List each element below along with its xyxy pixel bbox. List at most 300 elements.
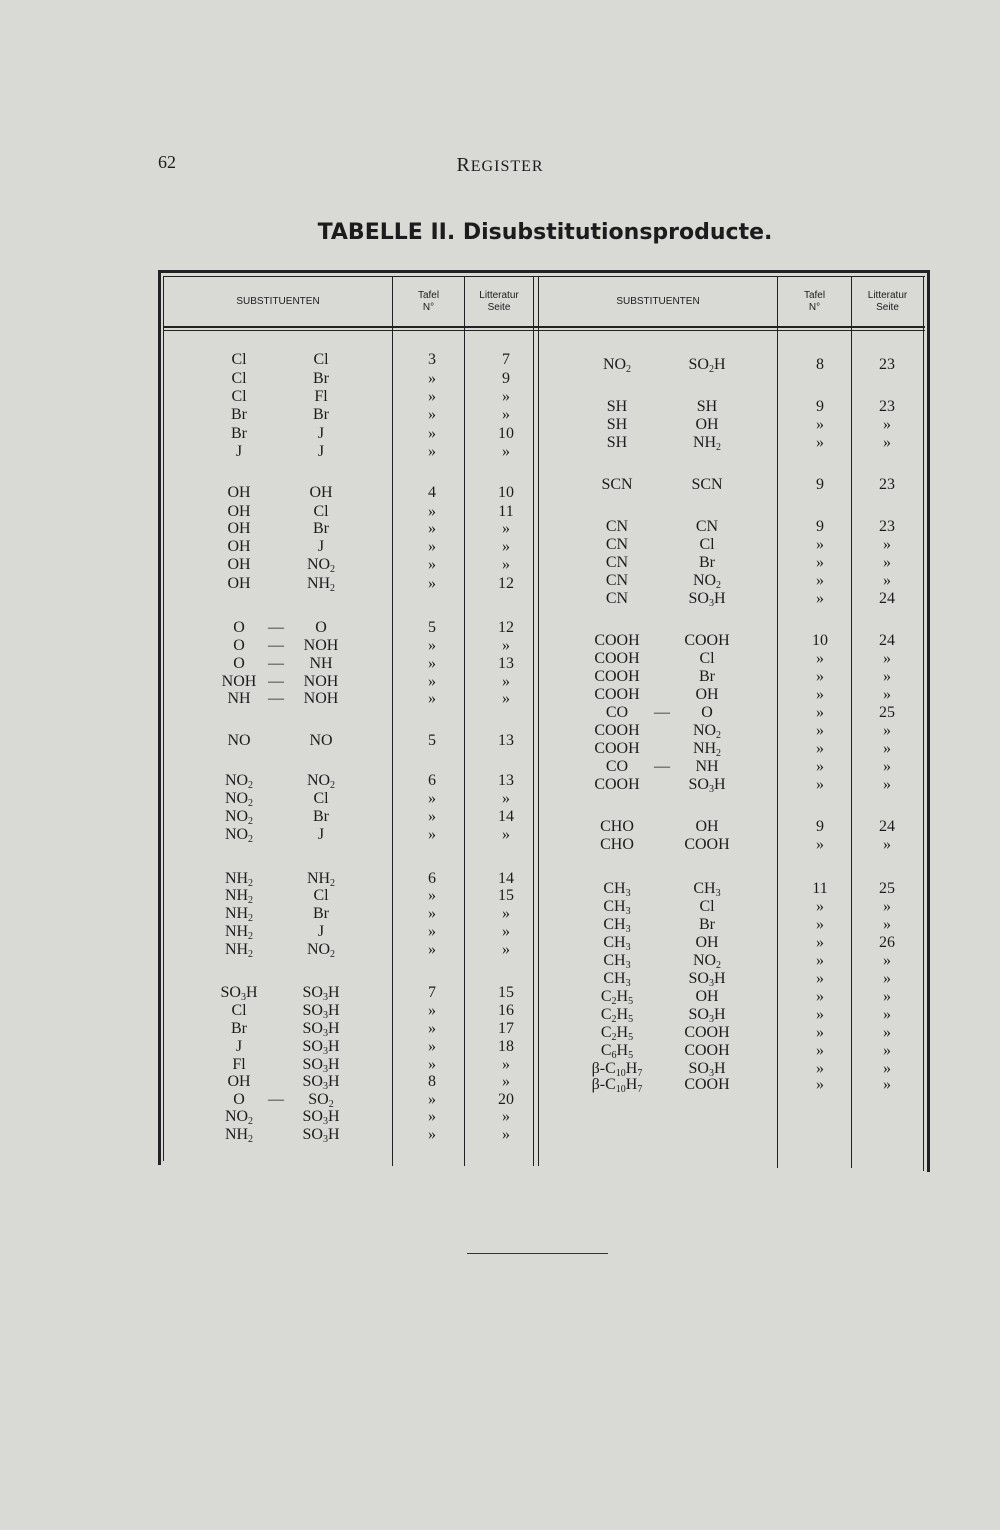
left-subst-b-cell: Cl (313, 351, 329, 368)
left-subst-a-cell: $NH_2$ (224, 887, 254, 906)
outer-right-rule (927, 270, 930, 1172)
left-subst-a-cell: OH (227, 538, 251, 555)
left-subst-b-cell: OH (309, 484, 333, 501)
left-seite-cell: » (502, 1126, 510, 1143)
left-seite-cell: » (502, 1056, 510, 1073)
right-subst-a-cell: CHO (600, 836, 634, 853)
left-seite-cell: 13 (498, 772, 514, 789)
left-subst-b-cell: J (317, 923, 325, 940)
right-subst-a-cell: COOH (594, 632, 640, 649)
left-tafel-cell: » (428, 887, 436, 904)
left-seite-cell: 12 (498, 575, 514, 592)
left-subst-b-cell: J (317, 826, 325, 843)
left-subst-a-cell: Cl (231, 370, 247, 387)
left-tafel-cell: » (428, 575, 436, 592)
left-subst-b-cell: $SO_2$ (308, 1091, 334, 1110)
seite-label: Seite (876, 302, 899, 313)
outer-left-rule-inner (163, 276, 164, 1161)
right-tafel-cell: » (816, 536, 824, 553)
right-subst-b-cell: $NH_2$ (692, 740, 722, 759)
right-seite-cell: » (883, 1076, 891, 1093)
left-subst-a-cell: $NH_2$ (224, 870, 254, 889)
left-subst-a-cell: O (233, 655, 245, 672)
left-subst-b-cell: $SO_3H$ (302, 1073, 340, 1092)
right-subst-a-cell: $CH_3$ (603, 934, 631, 953)
right-subst-a-cell: $\beta-C_{10}H_7$ (591, 1060, 643, 1079)
left-subst-b-cell: NOH (303, 673, 339, 690)
right-subst-b-cell: OH (695, 934, 719, 951)
right-subst-b-cell: Cl (699, 536, 715, 553)
left-subst-b-cell: $NH_2$ (306, 870, 336, 889)
left-subst-divider (392, 276, 393, 1166)
right-subst-b-cell: $SO_2H$ (688, 356, 726, 375)
right-seite-cell: » (883, 668, 891, 685)
right-seite-cell: » (883, 988, 891, 1005)
right-subst-a-cell: $C_6H_5$ (600, 1042, 634, 1061)
right-subst-a-cell: SH (606, 434, 628, 451)
left-seite-cell: 15 (498, 984, 514, 1001)
left-bond-dash: — (268, 637, 284, 654)
right-seite-cell: 23 (879, 356, 895, 373)
right-seite-cell: 23 (879, 398, 895, 415)
right-tafel-cell: » (816, 1042, 824, 1059)
left-tafel-cell: » (428, 1056, 436, 1073)
middle-rule-b (538, 276, 539, 1166)
left-seite-cell: » (502, 538, 510, 555)
right-subst-a-cell: COOH (594, 740, 640, 757)
left-seite-cell: 18 (498, 1038, 514, 1055)
right-subst-b-cell: $SO_3H$ (688, 1060, 726, 1079)
left-tafel-cell: » (428, 826, 436, 843)
right-tafel-cell: » (816, 650, 824, 667)
middle-rule-a (533, 276, 534, 1166)
left-subst-b-cell: Cl (313, 887, 329, 904)
left-tafel-cell: » (428, 538, 436, 555)
end-rule (467, 1253, 608, 1254)
left-subst-b-cell: J (317, 443, 325, 460)
right-subst-b-cell: $NO_2$ (692, 722, 722, 741)
right-subst-a-cell: SCN (601, 476, 633, 493)
tafel-no-label: N° (808, 302, 821, 313)
left-subst-b-cell: $NO_2$ (306, 556, 336, 575)
left-tafel-cell: » (428, 655, 436, 672)
left-subst-b-cell: Fl (314, 388, 328, 405)
right-seite-cell: » (883, 776, 891, 793)
left-subst-a-cell: Br (231, 406, 247, 423)
left-tafel-header (393, 290, 464, 314)
running-head (0, 154, 1000, 177)
right-subst-b-cell: Cl (699, 650, 715, 667)
left-subst-b-cell: $SO_3H$ (302, 1038, 340, 1057)
left-subst-a-cell: OH (227, 503, 251, 520)
right-tafel-cell: 8 (816, 356, 824, 373)
right-seite-cell: » (883, 836, 891, 853)
left-seite-cell: » (502, 637, 510, 654)
right-subst-b-cell: Br (699, 668, 715, 685)
right-seite-cell: » (883, 898, 891, 915)
right-tafel-cell: » (816, 686, 824, 703)
right-subst-a-cell: $CH_3$ (603, 916, 631, 935)
left-subst-b-cell: $SO_3H$ (302, 1056, 340, 1075)
right-subst-a-cell: CN (605, 536, 629, 553)
right-tafel-cell: » (816, 776, 824, 793)
right-subst-b-cell: COOH (684, 1042, 730, 1059)
left-subst-b-cell: Cl (313, 503, 329, 520)
left-seite-cell: » (502, 1073, 510, 1090)
right-tafel-cell: » (816, 590, 824, 607)
left-tafel-cell: 7 (428, 984, 436, 1001)
left-seite-cell: 10 (498, 484, 514, 501)
left-subst-a-cell: $NO_2$ (224, 1108, 254, 1127)
left-subst-a-cell: O (233, 637, 245, 654)
left-subst-a-cell: Cl (231, 1002, 247, 1019)
right-tafel-cell: » (816, 952, 824, 969)
right-seite-cell: » (883, 1042, 891, 1059)
left-bond-dash: — (268, 1091, 284, 1108)
left-seite-cell: » (502, 406, 510, 423)
right-seite-cell: 26 (879, 934, 895, 951)
left-subst-b-cell: NO (309, 732, 333, 749)
header-bottom-rule (163, 326, 925, 328)
left-tafel-cell: » (428, 673, 436, 690)
left-subst-b-cell: NH (309, 655, 333, 672)
left-tafel-cell: » (428, 790, 436, 807)
left-seite-cell: » (502, 1108, 510, 1125)
right-subst-a-cell: COOH (594, 650, 640, 667)
left-subst-a-cell: Fl (232, 1056, 246, 1073)
left-subst-header: SUBSTITUENTEN (236, 296, 320, 307)
right-tafel-cell: » (816, 916, 824, 933)
left-seite-cell: 17 (498, 1020, 514, 1037)
left-tafel-cell: » (428, 503, 436, 520)
left-subst-a-cell: NOH (221, 673, 257, 690)
right-seite-cell: 23 (879, 476, 895, 493)
left-subst-a-cell: OH (227, 484, 251, 501)
left-tafel-cell: » (428, 905, 436, 922)
right-seite-cell: » (883, 1006, 891, 1023)
left-tafel-cell: 6 (428, 870, 436, 887)
right-tafel-cell: » (816, 704, 824, 721)
left-subst-b-cell: $SO_3H$ (302, 1002, 340, 1021)
left-tafel-cell: » (428, 690, 436, 707)
right-tafel-cell: » (816, 1060, 824, 1077)
left-tafel-cell: » (428, 1038, 436, 1055)
right-tafel-cell: » (816, 554, 824, 571)
right-tafel-cell: » (816, 970, 824, 987)
right-tafel-cell: » (816, 836, 824, 853)
right-seite-cell: 24 (879, 590, 895, 607)
tafel-label: Tafel (417, 290, 440, 301)
right-subst-b-cell: COOH (684, 1024, 730, 1041)
right-seite-cell: » (883, 740, 891, 757)
left-tafel-cell: » (428, 520, 436, 537)
right-tafel-cell: » (816, 758, 824, 775)
right-tafel-cell: » (816, 988, 824, 1005)
right-subst-b-cell: $NO_2$ (692, 952, 722, 971)
left-tafel-cell: 3 (428, 351, 436, 368)
left-subst-b-cell: Br (313, 370, 329, 387)
left-subst-b-cell: Br (313, 808, 329, 825)
right-subst-b-cell: OH (695, 686, 719, 703)
right-seite-cell: » (883, 434, 891, 451)
right-subst-b-cell: $NH_2$ (692, 434, 722, 453)
right-seite-cell: 25 (879, 880, 895, 897)
right-tafel-cell: 9 (816, 398, 824, 415)
right-tafel-cell: 9 (816, 476, 824, 493)
right-subst-a-cell: CO (605, 758, 629, 775)
left-subst-a-cell: O (233, 619, 245, 636)
right-subst-b-cell: CN (695, 518, 719, 535)
left-tafel-cell: 8 (428, 1073, 436, 1090)
left-subst-a-cell: J (235, 1038, 243, 1055)
left-tafel-cell: » (428, 923, 436, 940)
left-subst-b-cell: J (317, 425, 325, 442)
right-subst-divider (777, 276, 778, 1168)
left-subst-a-cell: OH (227, 520, 251, 537)
left-subst-b-cell: $SO_3H$ (302, 1108, 340, 1127)
right-tafel-cell: » (816, 722, 824, 739)
left-tafel-cell: 5 (428, 732, 436, 749)
right-subst-a-cell: $C_2H_5$ (600, 988, 634, 1007)
right-seite-cell: 25 (879, 704, 895, 721)
lit-label: Litteratur (867, 290, 908, 301)
left-subst-a-cell: Cl (231, 351, 247, 368)
left-seite-cell: » (502, 790, 510, 807)
right-subst-b-cell: SCN (691, 476, 723, 493)
left-subst-a-cell: $NH_2$ (224, 1126, 254, 1145)
right-seite-cell: » (883, 1024, 891, 1041)
right-tafel-cell: » (816, 934, 824, 951)
left-seite-cell: » (502, 520, 510, 537)
right-tafel-divider (851, 276, 852, 1168)
left-subst-a-cell: NO (227, 732, 251, 749)
right-subst-b-cell: $SO_3H$ (688, 590, 726, 609)
left-seite-cell: 20 (498, 1091, 514, 1108)
right-subst-a-cell: COOH (594, 686, 640, 703)
right-subst-a-cell: CHO (600, 818, 634, 835)
right-subst-b-cell: Br (699, 916, 715, 933)
left-subst-a-cell: Br (231, 425, 247, 442)
right-seite-cell: 24 (879, 632, 895, 649)
right-seite-cell: 23 (879, 518, 895, 535)
right-subst-a-cell: COOH (594, 776, 640, 793)
left-subst-a-cell: J (235, 443, 243, 460)
left-subst-b-cell: NOH (303, 637, 339, 654)
tafel-label: Tafel (803, 290, 826, 301)
right-tafel-cell: 11 (812, 880, 828, 897)
right-tafel-cell: » (816, 668, 824, 685)
left-subst-a-cell: OH (227, 575, 251, 592)
outer-left-rule (158, 270, 161, 1165)
left-seite-cell: » (502, 690, 510, 707)
left-subst-a-cell: $NO_2$ (224, 790, 254, 809)
right-tafel-cell: » (816, 1006, 824, 1023)
left-subst-a-cell: Cl (231, 388, 247, 405)
right-tafel-cell: » (816, 740, 824, 757)
right-subst-a-cell: CN (605, 554, 629, 571)
left-bond-dash: — (268, 619, 284, 636)
left-subst-a-cell: O (233, 1091, 245, 1108)
right-seite-cell: » (883, 1060, 891, 1077)
left-subst-a-cell: $NO_2$ (224, 772, 254, 791)
right-subst-a-cell: COOH (594, 668, 640, 685)
right-subst-b-cell: OH (695, 818, 719, 835)
right-subst-b-cell: COOH (684, 836, 730, 853)
tafel-no-label: N° (422, 302, 435, 313)
right-subst-a-cell: CN (605, 572, 629, 589)
right-tafel-cell: » (816, 434, 824, 451)
left-tafel-cell: » (428, 370, 436, 387)
left-seite-cell: » (502, 826, 510, 843)
left-tafel-cell: 5 (428, 619, 436, 636)
left-subst-a-cell: $NO_2$ (224, 808, 254, 827)
right-seite-cell: » (883, 650, 891, 667)
left-seite-cell: » (502, 443, 510, 460)
lit-label: Litteratur (479, 290, 519, 301)
right-tafel-cell: » (816, 1076, 824, 1093)
left-subst-b-cell: J (317, 538, 325, 555)
right-seite-cell: » (883, 554, 891, 571)
left-subst-b-cell: $NO_2$ (306, 772, 336, 791)
left-subst-b-cell: $SO_3H$ (302, 984, 340, 1003)
right-subst-b-cell: NH (695, 758, 719, 775)
left-seite-cell: » (502, 923, 510, 940)
left-subst-b-cell: Br (313, 406, 329, 423)
right-seite-cell: » (883, 536, 891, 553)
right-seite-cell: 24 (879, 818, 895, 835)
right-subst-b-cell: Br (699, 554, 715, 571)
left-seite-cell: 7 (502, 351, 510, 368)
right-bond-dash: — (654, 704, 670, 721)
left-seite-cell: » (502, 673, 510, 690)
right-subst-a-cell: $C_2H_5$ (600, 1006, 634, 1025)
right-tafel-cell: 9 (816, 518, 824, 535)
left-subst-a-cell: $NH_2$ (224, 923, 254, 942)
outer-right-rule-inner (923, 276, 924, 1171)
right-subst-a-cell: CO (605, 704, 629, 721)
right-subst-b-cell: OH (695, 416, 719, 433)
right-seite-cell: » (883, 952, 891, 969)
left-tafel-cell: » (428, 556, 436, 573)
right-tafel-cell: 10 (812, 632, 828, 649)
left-seite-cell: » (502, 556, 510, 573)
left-subst-a-cell: $NO_2$ (224, 826, 254, 845)
left-tafel-cell: » (428, 388, 436, 405)
right-tafel-cell: » (816, 1024, 824, 1041)
right-subst-a-cell: $CH_3$ (603, 880, 631, 899)
right-subst-a-cell: CN (605, 518, 629, 535)
left-tafel-cell: » (428, 425, 436, 442)
left-subst-a-cell: $NH_2$ (224, 941, 254, 960)
right-subst-b-cell: $SO_3H$ (688, 970, 726, 989)
left-tafel-cell: » (428, 1002, 436, 1019)
right-tafel-cell: » (816, 572, 824, 589)
right-subst-a-cell: $NO_2$ (602, 356, 632, 375)
running-head-rest: EGISTER (470, 158, 544, 175)
left-tafel-cell: » (428, 1091, 436, 1108)
running-head-initial: R (456, 154, 471, 176)
header-bottom-rule-2 (163, 330, 925, 331)
left-subst-a-cell: OH (227, 556, 251, 573)
right-seite-cell: » (883, 970, 891, 987)
right-subst-a-cell: SH (606, 416, 628, 433)
page-number: 62 (158, 152, 176, 172)
right-subst-a-cell: CN (605, 590, 629, 607)
left-subst-b-cell: Br (313, 520, 329, 537)
left-tafel-cell: » (428, 637, 436, 654)
right-seite-cell: » (883, 722, 891, 739)
left-tafel-cell: » (428, 808, 436, 825)
right-tafel-cell: 9 (816, 818, 824, 835)
right-tafel-cell: » (816, 898, 824, 915)
left-tafel-cell: » (428, 1020, 436, 1037)
right-subst-a-cell: $CH_3$ (603, 898, 631, 917)
right-seite-cell: » (883, 572, 891, 589)
right-tafel-cell: » (816, 416, 824, 433)
right-subst-b-cell: OH (695, 988, 719, 1005)
right-subst-a-cell: $C_2H_5$ (600, 1024, 634, 1043)
left-subst-b-cell: $SO_3H$ (302, 1020, 340, 1039)
left-seite-cell: 11 (498, 503, 514, 520)
left-tafel-cell: » (428, 406, 436, 423)
right-subst-a-cell: $CH_3$ (603, 970, 631, 989)
right-subst-a-cell: $CH_3$ (603, 952, 631, 971)
right-bond-dash: — (654, 758, 670, 775)
right-seite-cell: » (883, 758, 891, 775)
left-subst-a-cell: NH (227, 690, 251, 707)
right-subst-header: SUBSTITUENTEN (616, 296, 700, 307)
table-top-rule (158, 270, 930, 273)
left-subst-b-cell: Br (313, 905, 329, 922)
table-title: TABELLE II. Disubstitutionsproducte. (317, 220, 773, 245)
seite-label: Seite (487, 302, 511, 313)
left-subst-a-cell: $NH_2$ (224, 905, 254, 924)
left-seite-cell: 14 (498, 870, 514, 887)
right-seite-cell: » (883, 916, 891, 933)
left-seite-cell: 14 (498, 808, 514, 825)
right-subst-b-cell: O (701, 704, 713, 721)
right-seite-cell: » (883, 686, 891, 703)
left-tafel-divider (464, 276, 465, 1166)
right-subst-b-cell: $SO_3H$ (688, 776, 726, 795)
right-subst-b-cell: Cl (699, 898, 715, 915)
left-seite-cell: 15 (498, 887, 514, 904)
left-subst-b-cell: $NH_2$ (306, 575, 336, 594)
right-subst-b-cell: $NO_2$ (692, 572, 722, 591)
right-subst-b-cell: $CH_3$ (693, 880, 721, 899)
left-tafel-cell: » (428, 1126, 436, 1143)
right-tafel-header (778, 290, 851, 314)
right-subst-b-cell: $SO_3H$ (688, 1006, 726, 1025)
left-seite-cell: 9 (502, 370, 510, 387)
left-seite-cell: » (502, 941, 510, 958)
right-subst-a-cell: COOH (594, 722, 640, 739)
right-seite-cell: » (883, 416, 891, 433)
right-subst-b-cell: COOH (684, 1076, 730, 1093)
left-seite-cell: 16 (498, 1002, 514, 1019)
right-lit-header (852, 290, 923, 314)
left-seite-cell: 13 (498, 732, 514, 749)
right-subst-b-cell: COOH (684, 632, 730, 649)
left-tafel-cell: » (428, 941, 436, 958)
left-subst-b-cell: $NO_2$ (306, 941, 336, 960)
left-seite-cell: 13 (498, 655, 514, 672)
left-bond-dash: — (268, 690, 284, 707)
left-subst-b-cell: Cl (313, 790, 329, 807)
left-seite-cell: 10 (498, 425, 514, 442)
left-subst-a-cell: Br (231, 1020, 247, 1037)
left-seite-cell: » (502, 905, 510, 922)
